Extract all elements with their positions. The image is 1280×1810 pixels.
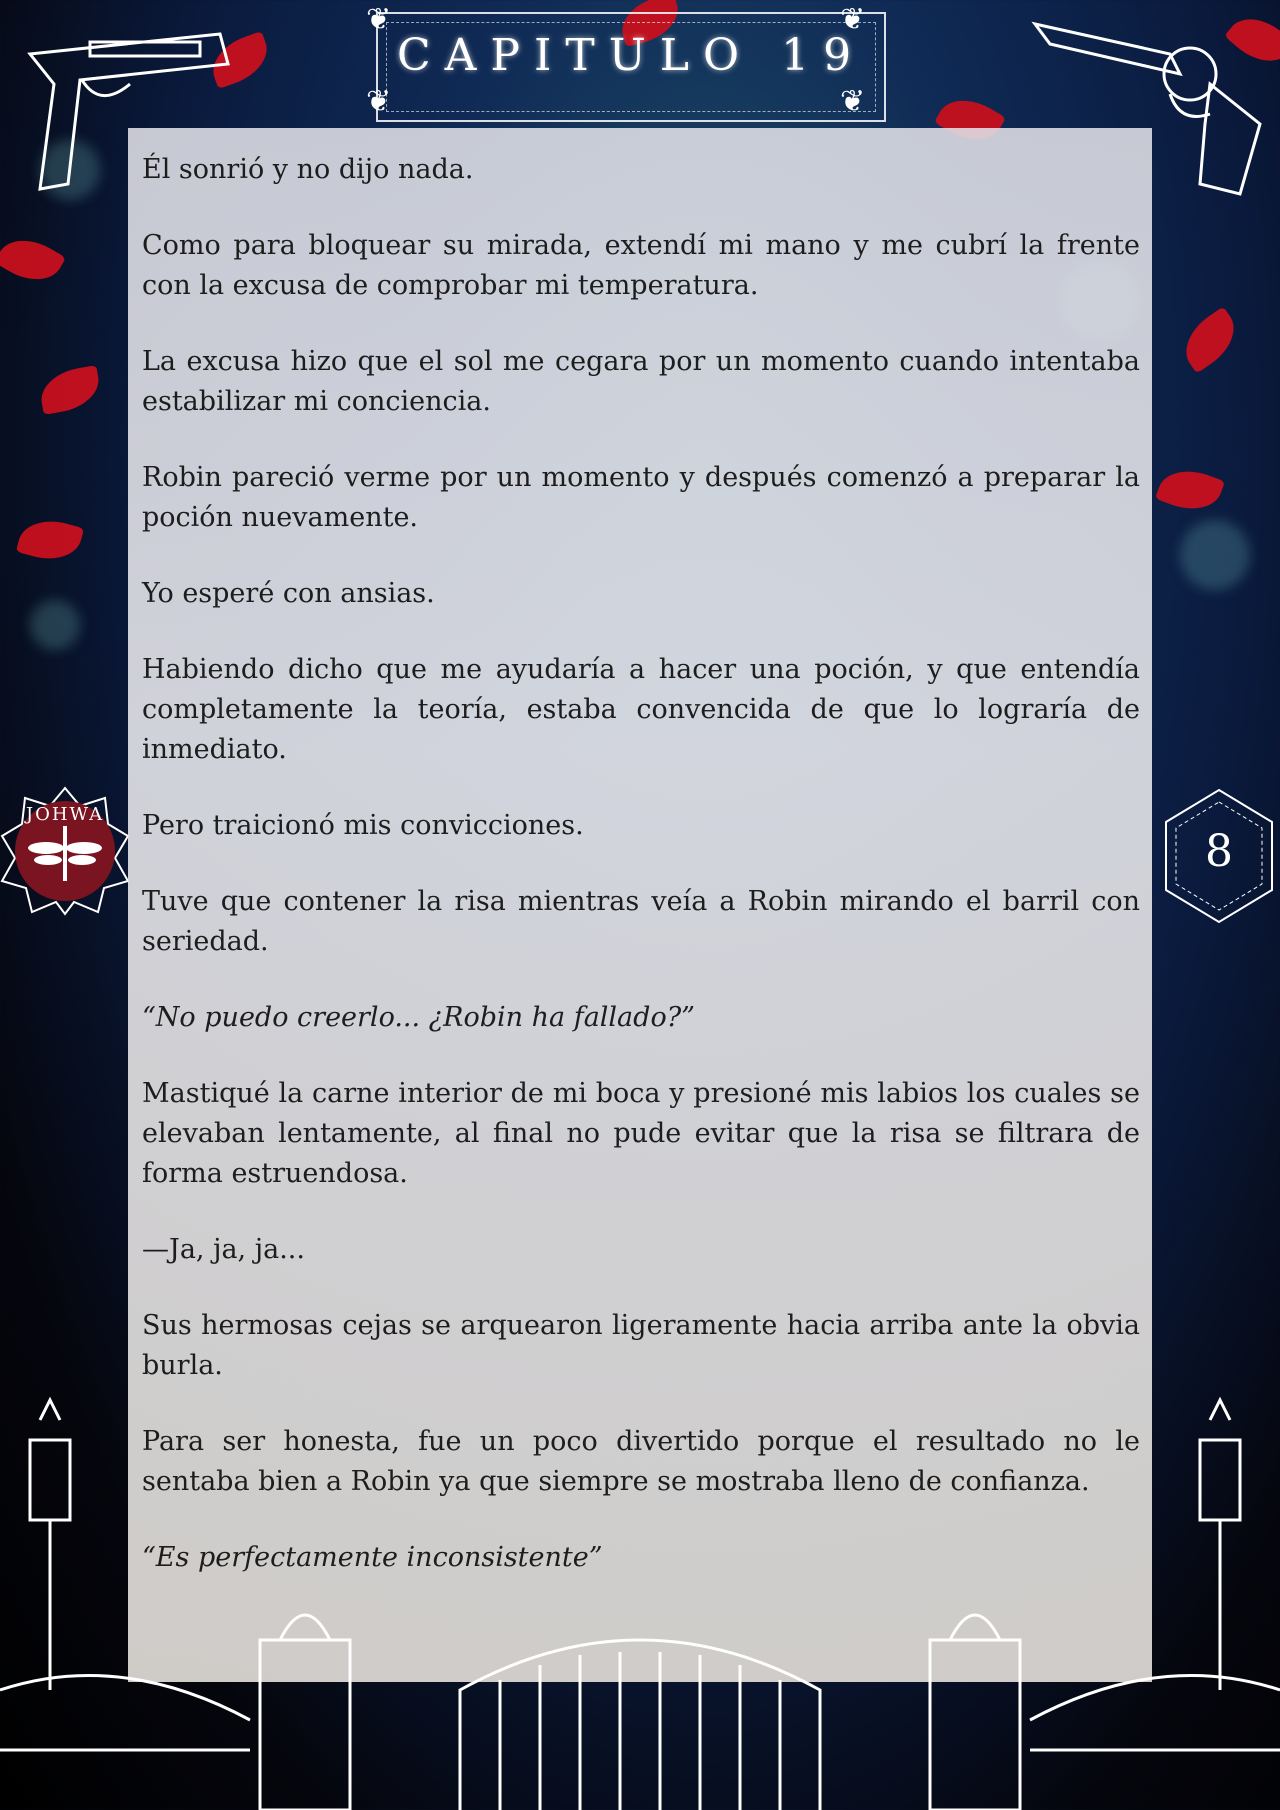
paragraph: Para ser honesta, fue un poco divertido porque el resultado no le sentaba bien a Robin ya que siempre se mostraba lleno de confianza. bbox=[142, 1426, 1140, 1497]
page-number: 8 bbox=[1205, 826, 1233, 877]
paragraph: Yo esperé con ansias. bbox=[142, 578, 435, 609]
ornament-icon: ❦ bbox=[840, 84, 866, 119]
rose-petal bbox=[1155, 461, 1225, 519]
bokeh-light bbox=[1180, 520, 1250, 590]
logo-text: JOHWA bbox=[25, 804, 105, 825]
iron-gate-illustration bbox=[0, 1390, 1280, 1810]
paragraph: Como para bloquear su mirada, extendí mi mano y me cubrí la frente con la excusa de comprobar mi temperatura. bbox=[142, 230, 1140, 301]
paragraph: —Ja, ja, ja... bbox=[142, 1234, 305, 1265]
paragraph: Sus hermosas cejas se arquearon ligeramente hacia arriba ante la obvia burla. bbox=[142, 1310, 1140, 1381]
italic-thought: “No puedo creerlo... ¿Robin ha fallado?” bbox=[142, 1002, 695, 1033]
rose-petal bbox=[37, 365, 103, 415]
paragraph: Pero traicionó mis convicciones. bbox=[142, 810, 584, 841]
paragraph: Robin pareció verme por un momento y después comenzó a preparar la poción nuevamente. bbox=[142, 462, 1140, 533]
paragraph: Habiendo dicho que me ayudaría a hacer una poción, y que entendía completamente la teoría, estaba convencida de que lo lograría de inmediato. bbox=[142, 654, 1140, 765]
rose-petal bbox=[16, 513, 84, 567]
chapter-title: CAPITULO 19 bbox=[396, 30, 866, 81]
paragraph: Mastiqué la carne interior de mi boca y presioné mis labios los cuales se elevaban lentamente, al final no pude evitar que la risa se filtrara de forma estruendosa. bbox=[142, 1078, 1140, 1189]
ornament-icon: ❦ bbox=[366, 84, 392, 119]
ornament-icon: ❦ bbox=[366, 2, 392, 37]
paragraph: La excusa hizo que el sol me cegara por un momento cuando intentaba estabilizar mi conciencia. bbox=[142, 346, 1140, 417]
ornament-icon: ❦ bbox=[840, 2, 866, 37]
rose-petal bbox=[0, 228, 66, 293]
bokeh-light bbox=[30, 600, 80, 650]
rose-petal bbox=[1174, 306, 1246, 373]
paragraph: Tuve que contener la risa mientras veía a Robin mirando el barril con seriedad. bbox=[142, 886, 1140, 957]
italic-thought: “Es perfectamente inconsistente” bbox=[142, 1542, 603, 1573]
paragraph: Él sonrió y no dijo nada. bbox=[142, 154, 474, 185]
